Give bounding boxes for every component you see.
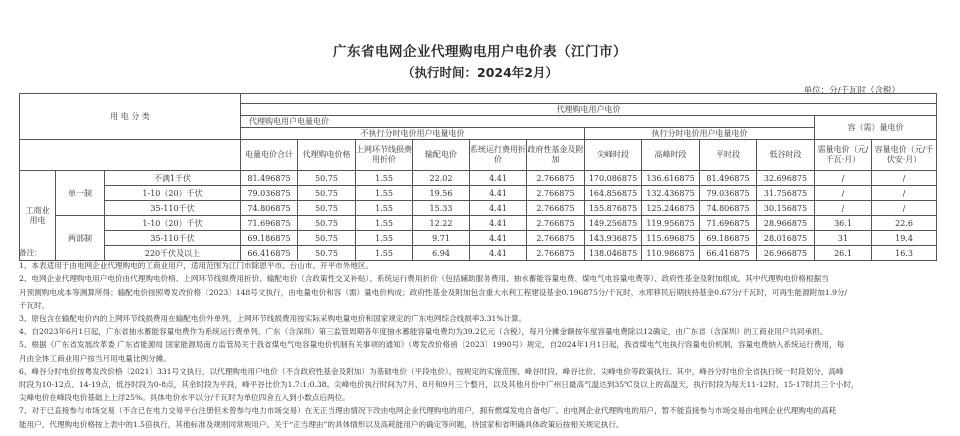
- cell-sharp-peak: 155.876875: [585, 201, 642, 216]
- cell-total: 69.186875: [241, 231, 298, 246]
- cell-capacity: 19.4: [872, 231, 937, 246]
- cell-capacity: /: [872, 186, 937, 201]
- col-system: 系统运行费用折价: [470, 140, 527, 171]
- cell-fund: 2.766875: [527, 246, 585, 261]
- cell-agency: 50.75: [298, 171, 356, 186]
- cell-valley: 32.696875: [757, 171, 815, 186]
- cell-sharp-peak: 170.086875: [585, 171, 642, 186]
- cell-peak: 110.986875: [642, 246, 700, 261]
- cell-flat: 74.806875: [700, 201, 757, 216]
- col-valley: 低谷时段: [757, 140, 815, 171]
- cell-system: 4.41: [470, 201, 527, 216]
- cell-system: 4.41: [470, 216, 527, 231]
- cell-demand: /: [815, 201, 872, 216]
- note-line: 千瓦时。: [19, 300, 50, 310]
- cell-capacity: 22.6: [872, 216, 937, 231]
- cell-valley: 28.966875: [757, 216, 815, 231]
- cell-transmission: 6.94: [413, 246, 470, 261]
- cell-loss: 1.55: [356, 171, 413, 186]
- table-row: [20, 216, 937, 231]
- price-table: [19, 93, 937, 261]
- cell-agency: 50.75: [298, 216, 356, 231]
- cell-agency: 50.75: [298, 201, 356, 216]
- cell-transmission: 19.56: [413, 186, 470, 201]
- cell-demand: 36.1: [815, 216, 872, 231]
- col-loss: 上网环节线损费用折价: [356, 140, 413, 171]
- table-row: [20, 171, 937, 186]
- note-line: 7、对于已直接参与市场交易（不含已在电力交易平台注册但未曾参与电力市场交易）在无正当理由情况下改由电网企业代理购电的用户，拥有燃煤发电自备电厂、由电网企业代理购电的用户，暂不能直接参与市场交易由电网企业代理购电的高耗: [19, 406, 837, 416]
- table-row: [20, 186, 937, 201]
- cell-transmission: 9.71: [413, 231, 470, 246]
- cell-demand: 26.1: [815, 246, 872, 261]
- subgroup-single: 单一制: [56, 171, 105, 216]
- voltage-level: 35-110千伏: [105, 231, 241, 246]
- page-title: 广东省电网企业代理购电用户电价表（江门市）: [333, 44, 627, 60]
- col-total: 电量电价合计: [241, 140, 298, 171]
- cell-peak: 119.956875: [642, 216, 700, 231]
- col-fund: 政府性基金及附加: [527, 140, 585, 171]
- cell-fund: 2.766875: [527, 231, 585, 246]
- voltage-level: 1-10（20）千伏: [105, 186, 241, 201]
- cell-flat: 66.416875: [700, 246, 757, 261]
- voltage-level: 1-10（20）千伏: [105, 216, 241, 231]
- header-non-tou: 不执行分时电价用户电量电价: [241, 128, 585, 140]
- header-agency-energy-price: 代理购电用户电量电价: [241, 116, 815, 128]
- cell-capacity: 16.3: [872, 246, 937, 261]
- cell-system: 4.41: [470, 246, 527, 261]
- cell-flat: 69.186875: [700, 231, 757, 246]
- col-capacity: 容量电价（元/千伏安·月）: [872, 140, 937, 171]
- header-category: 用 电 分 类: [20, 94, 241, 140]
- cell-peak: 132.436875: [642, 186, 700, 201]
- cell-loss: 1.55: [356, 216, 413, 231]
- note-line: 能用户，代理购电价格按上表中的1.5倍执行，其他标准及规则同常规用户。关于“正当理由”的具体情形以及高耗能用户的确定等问题，待国家和省明确具体政策后按相关规定执行。: [19, 419, 624, 429]
- cell-total: 71.696875: [241, 216, 298, 231]
- table-row: [20, 231, 937, 246]
- cell-fund: 2.766875: [527, 216, 585, 231]
- cell-capacity: /: [872, 201, 937, 216]
- voltage-level: 220千伏及以上: [105, 246, 241, 261]
- cell-system: 4.41: [470, 186, 527, 201]
- note-line: 3、原包含在输配电价内的上网环节线损费用在输配电价外单列，上网环节线损费用按实际采购电量电价和国家规定的广东电网综合线损率3.31%计算。: [19, 314, 527, 324]
- note-line: 尖峰电价在峰段电价基础上上浮25%。具体电价水平以分/千瓦时为单位四舍五入到小数点后两位。: [19, 393, 350, 403]
- cell-sharp-peak: 143.936875: [585, 231, 642, 246]
- cell-transmission: 22.02: [413, 171, 470, 186]
- cell-capacity: /: [872, 171, 937, 186]
- cell-fund: 2.766875: [527, 186, 585, 201]
- notes-heading: 备注：: [19, 248, 42, 257]
- cell-sharp-peak: 164.856875: [585, 186, 642, 201]
- cell-loss: 1.55: [356, 231, 413, 246]
- cell-total: 79.036875: [241, 186, 298, 201]
- cell-valley: 31.756875: [757, 186, 815, 201]
- effective-date: （执行时间：2024年2月）: [402, 65, 558, 80]
- header-category-cont: [20, 140, 241, 171]
- subgroup-two-part: 两部制: [56, 216, 105, 261]
- note-line: 时段为10-12点、14-19点，低谷时段为0-8点，其余时段为平段，峰平谷比价为1.7:1:0.38。尖峰电价执行时间为7月、8月和9月三个整月，以及其他月份中广州日最高气温达到35℃及以上的高温天，执行时段为每天11-12时、15-17时共三个小时，: [19, 380, 859, 390]
- cell-total: 66.416875: [241, 246, 298, 261]
- header-tou: 执行分时电价用户电量电价: [585, 128, 815, 140]
- cell-flat: 79.036875: [700, 186, 757, 201]
- cell-loss: 1.55: [356, 186, 413, 201]
- cell-peak: 136.616875: [642, 171, 700, 186]
- unit-label: 单位：分/千瓦时（含税）: [803, 86, 900, 96]
- cell-demand: /: [815, 186, 872, 201]
- cell-agency: 50.75: [298, 231, 356, 246]
- col-demand: 需量电价（元/千瓦·月）: [815, 140, 872, 171]
- col-peak: 高峰时段: [642, 140, 700, 171]
- voltage-level: 不满1千伏: [105, 171, 241, 186]
- cell-demand: /: [815, 171, 872, 186]
- cell-agency: 50.75: [298, 246, 356, 261]
- cell-total: 81.496875: [241, 171, 298, 186]
- cell-flat: 81.496875: [700, 171, 757, 186]
- cell-flat: 71.696875: [700, 216, 757, 231]
- note-line: 2、电网企业代理购电用户电价由代理购电价格、上网环节线损费用折价、输配电价（含政策性交叉补贴）、系统运行费用折价（包括辅助服务费用、抽水蓄能容量电费、煤电气电容量电费等）、政府性基金及附加组成。其中代理购电价格根据当: [19, 274, 829, 284]
- cell-loss: 1.55: [356, 246, 413, 261]
- cell-transmission: 15.33: [413, 201, 470, 216]
- voltage-level: 35-110千伏: [105, 201, 241, 216]
- cell-demand: 31: [815, 231, 872, 246]
- note-line: 1、本表适用于由电网企业代理购电的工商业用户，适用范围为江门市除恩平市、台山市、开平市外地区。: [19, 261, 374, 271]
- cell-fund: 2.766875: [527, 171, 585, 186]
- cell-valley: 30.156875: [757, 201, 815, 216]
- cell-loss: 1.55: [356, 201, 413, 216]
- cell-peak: 115.696875: [642, 231, 700, 246]
- table-row: [20, 201, 937, 216]
- note-line: 6、峰谷分时电价按粤发改价格〔2021〕331号文执行，以代理购电用户电价（不含政府性基金及附加）为基础电价（平段电价），按规定的实施范围、峰谷时段、峰谷比价、尖峰电价等政策执行。其中，峰谷分时电价全省执行统一时段划分，高峰: [19, 366, 844, 376]
- cell-valley: 26.966875: [757, 246, 815, 261]
- cell-transmission: 12.22: [413, 216, 470, 231]
- note-line: 5、根据《广东省发展改革委 广东省能源局 国家能源局南方监管局关于我省煤电气电容量电价机制有关事项的通知》（粤发改价格函〔2023〕1990号）规定，自2024年1月1日起，我省煤电气电执行容量电价机制，容量电费纳入系统运行费用，每: [19, 340, 845, 350]
- note-line: 月由全体工商业用户按当月用电量比例分摊。: [19, 353, 171, 363]
- notes-section: [19, 246, 919, 431]
- cell-system: 4.41: [470, 231, 527, 246]
- note-line: 4、自2023年6月1日起，广东省抽水蓄能容量电费作为系统运行费单列。广东（含深圳）第三监管周期各年度抽水蓄能容量电费均为39.2亿元（含税），每月分摊金额按年度容量电费除以12确定，由广东省（含深圳）的工商业用户共同承担。: [19, 327, 828, 337]
- note-line: 月预测购电成本等测算所得；输配电价按照粤发改价格〔2023〕148号文执行，由电量电价和容（需）量电价构成；政府性基金及附加包含重大水利工程建设基金0.196875分/千瓦时，水库移民后期扶持基金0.67分/千瓦时，可再生能源附加1.9分/: [19, 287, 848, 297]
- col-sharp-peak: 尖峰时段: [585, 140, 642, 171]
- col-agency: 代理购电价格: [298, 140, 356, 171]
- cell-system: 4.41: [470, 171, 527, 186]
- col-flat: 平时段: [700, 140, 757, 171]
- cell-valley: 28.016875: [757, 231, 815, 246]
- header-agency-user-price: 代理购电用户电价: [241, 104, 937, 116]
- col-transmission: 输配电价: [413, 140, 470, 171]
- cell-sharp-peak: 138.046875: [585, 246, 642, 261]
- header-capacity: 容（需）量电价: [815, 116, 937, 140]
- cell-fund: 2.766875: [527, 201, 585, 216]
- cell-total: 74.806875: [241, 201, 298, 216]
- group-label: 工商业用电: [20, 171, 56, 261]
- cell-peak: 125.246875: [642, 201, 700, 216]
- cell-sharp-peak: 149.256875: [585, 216, 642, 231]
- cell-agency: 50.75: [298, 186, 356, 201]
- header-blank-top: [241, 94, 937, 104]
